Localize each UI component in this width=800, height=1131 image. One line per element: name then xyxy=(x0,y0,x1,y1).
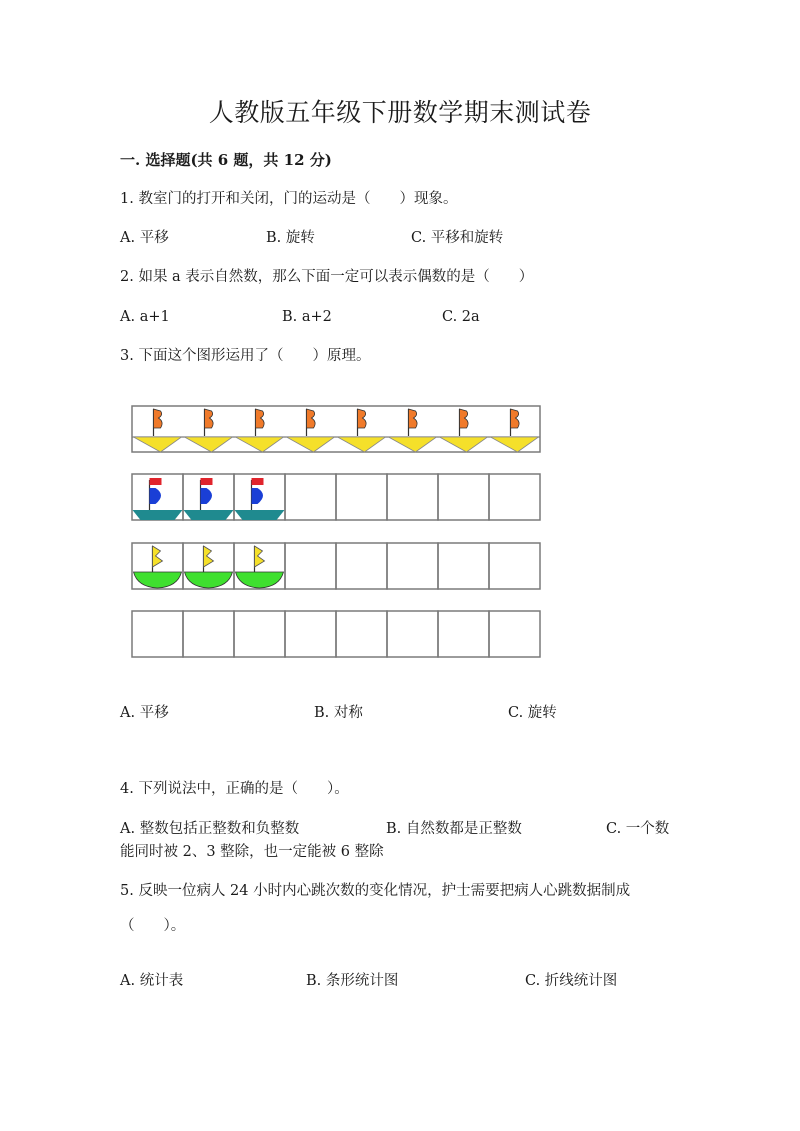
grid-cell xyxy=(336,611,387,657)
grid-cell xyxy=(285,543,336,589)
grid-cell xyxy=(387,543,438,589)
grid-cell xyxy=(336,474,387,520)
grid-cell xyxy=(438,611,489,657)
question-2-option-c[interactable]: C. 2a xyxy=(442,309,480,325)
grid-row-1 xyxy=(132,406,540,452)
question-5-option-a[interactable]: A. 统计表 xyxy=(120,973,184,989)
orange-flag-boat xyxy=(185,409,233,452)
question-4-stem: 4. 下列说法中，正确的是（ ）。 xyxy=(120,781,349,797)
blue-sail-boat xyxy=(133,478,183,520)
page-title: 人教版五年级下册数学期末测试卷 xyxy=(208,98,592,127)
grid-row-3 xyxy=(132,543,540,589)
orange-flag-boat xyxy=(389,409,437,452)
question-3-option-c[interactable]: C. 旋转 xyxy=(508,705,557,721)
question-2-option-a[interactable]: A. a+1 xyxy=(120,309,170,325)
boat-translation-figure xyxy=(128,398,548,668)
grid-cell xyxy=(438,543,489,589)
question-1-option-c[interactable]: C. 平移和旋转 xyxy=(411,230,504,246)
orange-flag-boat xyxy=(491,409,539,452)
question-4-option-a[interactable]: A. 整数包括正整数和负整数 xyxy=(120,821,300,837)
question-3-option-b[interactable]: B. 对称 xyxy=(314,705,363,721)
orange-flag-boat xyxy=(338,409,386,452)
grid-cell xyxy=(336,543,387,589)
green-hull-boat xyxy=(185,546,233,588)
grid-row-2 xyxy=(132,474,540,520)
orange-flag-boat xyxy=(440,409,488,452)
grid-row-frame xyxy=(132,406,540,452)
grid-cell xyxy=(438,474,489,520)
grid-cell xyxy=(489,543,540,589)
question-2-stem: 2. 如果 a 表示自然数，那么下面一定可以表示偶数的是（ ） xyxy=(120,269,534,285)
question-1-option-b[interactable]: B. 旋转 xyxy=(266,230,315,246)
grid-row-4 xyxy=(132,611,540,657)
grid-cell xyxy=(387,611,438,657)
question-3-stem: 3. 下面这个图形运用了（ ）原理。 xyxy=(120,348,371,364)
question-5-continuation: （ ）。 xyxy=(120,918,186,934)
question-3-option-a[interactable]: A. 平移 xyxy=(120,705,169,721)
boat-grid-svg xyxy=(128,398,548,668)
orange-flag-boat xyxy=(236,409,284,452)
orange-flag-boat xyxy=(287,409,335,452)
grid-cell xyxy=(183,611,234,657)
question-1-stem: 1. 教室门的打开和关闭，门的运动是（ ）现象。 xyxy=(120,191,458,207)
question-4-option-b[interactable]: B. 自然数都是正整数 xyxy=(386,821,522,837)
blue-sail-boat xyxy=(184,478,234,520)
grid-cell xyxy=(234,611,285,657)
green-hull-boat xyxy=(236,546,284,588)
orange-flag-boat xyxy=(134,409,182,452)
grid-cell xyxy=(387,474,438,520)
grid-cell xyxy=(132,611,183,657)
grid-cell xyxy=(489,474,540,520)
question-1-option-a[interactable]: A. 平移 xyxy=(120,230,169,246)
grid-cell xyxy=(285,474,336,520)
grid-cell xyxy=(489,611,540,657)
question-5-option-c[interactable]: C. 折线统计图 xyxy=(525,973,618,989)
question-5-stem: 5. 反映一位病人 24 小时内心跳次数的变化情况，护士需要把病人心跳数据制成 xyxy=(120,883,631,899)
grid-cell xyxy=(285,611,336,657)
blue-sail-boat xyxy=(235,478,285,520)
question-5-option-b[interactable]: B. 条形统计图 xyxy=(306,973,399,989)
section-heading: 一. 选择题(共 6 题，共 12 分) xyxy=(120,151,332,169)
question-4-option-c[interactable]: C. 一个数 xyxy=(606,821,670,837)
question-4-option-c-continuation: 能同时被 2、3 整除，也一定能被 6 整除 xyxy=(120,844,384,860)
green-hull-boat xyxy=(134,546,182,588)
question-2-option-b[interactable]: B. a+2 xyxy=(282,309,332,325)
